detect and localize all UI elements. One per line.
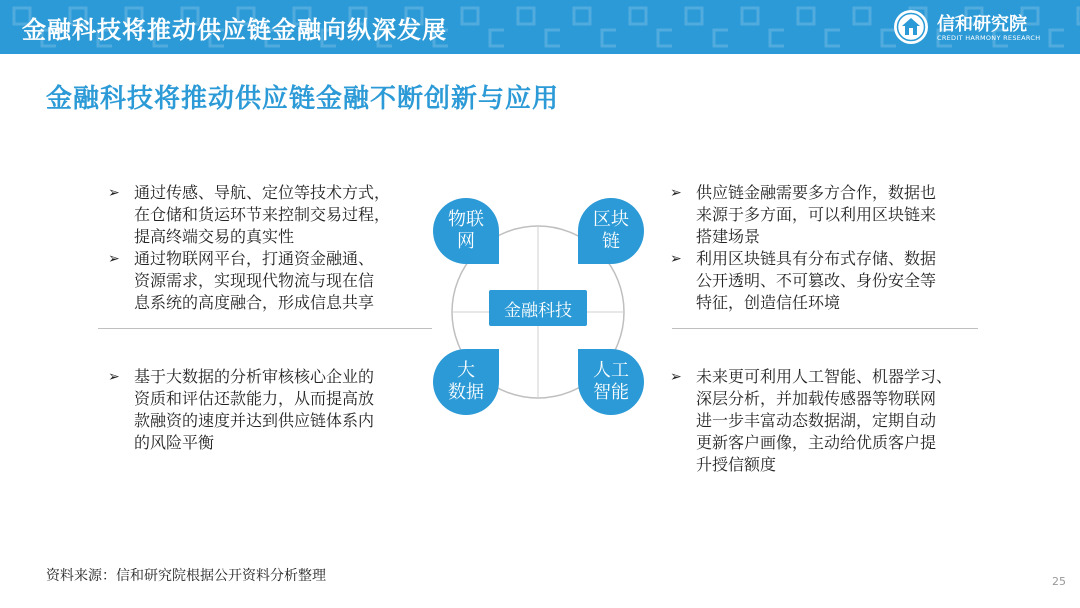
divider-right [672,328,978,329]
source-note: 资料来源：信和研究院根据公开资料分析整理 [46,568,326,584]
blockchain-description [670,182,990,314]
node-label: 大 [457,360,475,381]
text-line: 来源于多方面，可以利用区块链来 [696,205,937,224]
node-label: 网 [457,231,475,252]
text-line: 利用区块链具有分布式存储、数据 [696,249,937,268]
text-line: 升授信额度 [696,455,777,474]
text-line: 提高终端交易的真实性 [134,227,295,246]
bullet-arrow-icon: ➢ [108,185,120,201]
header-title: 金融科技将推动供应链金融向纵深发展 [22,16,447,44]
fintech-center-node: 金融科技 [489,290,587,326]
iot-node [433,198,499,264]
page-number: 25 [1052,575,1066,588]
text-line: 资质和评估还款能力，从而提高放 [134,389,375,408]
brand-logo-icon [893,9,929,45]
list-item [670,366,1000,476]
text-line: 基于大数据的分析审核核心企业的 [134,367,375,386]
list-item [670,182,990,248]
ai-node [578,349,644,415]
text-line: 在仓储和货运环节来控制交易过程， [134,205,391,224]
text-line: 的风险平衡 [134,433,215,452]
text-line: 特征，创造信任环境 [696,293,841,312]
text-line: 息系统的高度融合，形成信息共享 [134,293,375,312]
text-line: 公开透明、不可篡改、身份安全等 [696,271,937,290]
text-line: 深层分析，并加载传感器等物联网 [696,389,937,408]
slide-subtitle: 金融科技将推动供应链金融不断创新与应用 [46,84,560,114]
divider-left [98,328,432,329]
text-line: 通过物联网平台，打通资金融通、 [134,249,375,268]
list-item [670,248,990,314]
text-line: 通过传感、导航、定位等技术方式， [134,183,391,202]
node-label: 物联 [448,209,484,230]
header-bar [0,0,1080,54]
bullet-arrow-icon: ➢ [108,369,120,385]
list-item [108,248,428,314]
bullet-arrow-icon: ➢ [108,251,120,267]
text-line: 搭建场景 [696,227,761,246]
bigdata-node [433,349,499,415]
text-line: 更新客户画像，主动给优质客户提 [696,433,937,452]
node-label: 人工 [593,360,629,381]
text-line: 未来更可利用人工智能、机器学习、 [696,367,953,386]
bullet-arrow-icon: ➢ [670,369,682,385]
brand-name: 信和研究院 [937,14,1027,35]
text-line: 资源需求，实现现代物流与现在信 [134,271,375,290]
list-item [108,366,428,454]
iot-description [108,182,428,314]
ai-description [670,366,1000,476]
text-line: 款融资的速度并达到供应链体系内 [134,411,375,430]
node-label: 数据 [448,382,484,403]
node-label: 智能 [593,382,629,403]
node-label: 区块 [593,209,629,230]
brand-name-english: CREDIT HARMONY RESEARCH [937,34,1041,42]
bigdata-description [108,366,428,454]
text-line: 供应链金融需要多方合作，数据也 [696,183,937,202]
bullet-arrow-icon: ➢ [670,251,682,267]
list-item [108,182,428,248]
node-label: 链 [602,231,620,252]
blockchain-node [578,198,644,264]
text-line: 进一步丰富动态数据湖，定期自动 [696,411,937,430]
bullet-arrow-icon: ➢ [670,185,682,201]
